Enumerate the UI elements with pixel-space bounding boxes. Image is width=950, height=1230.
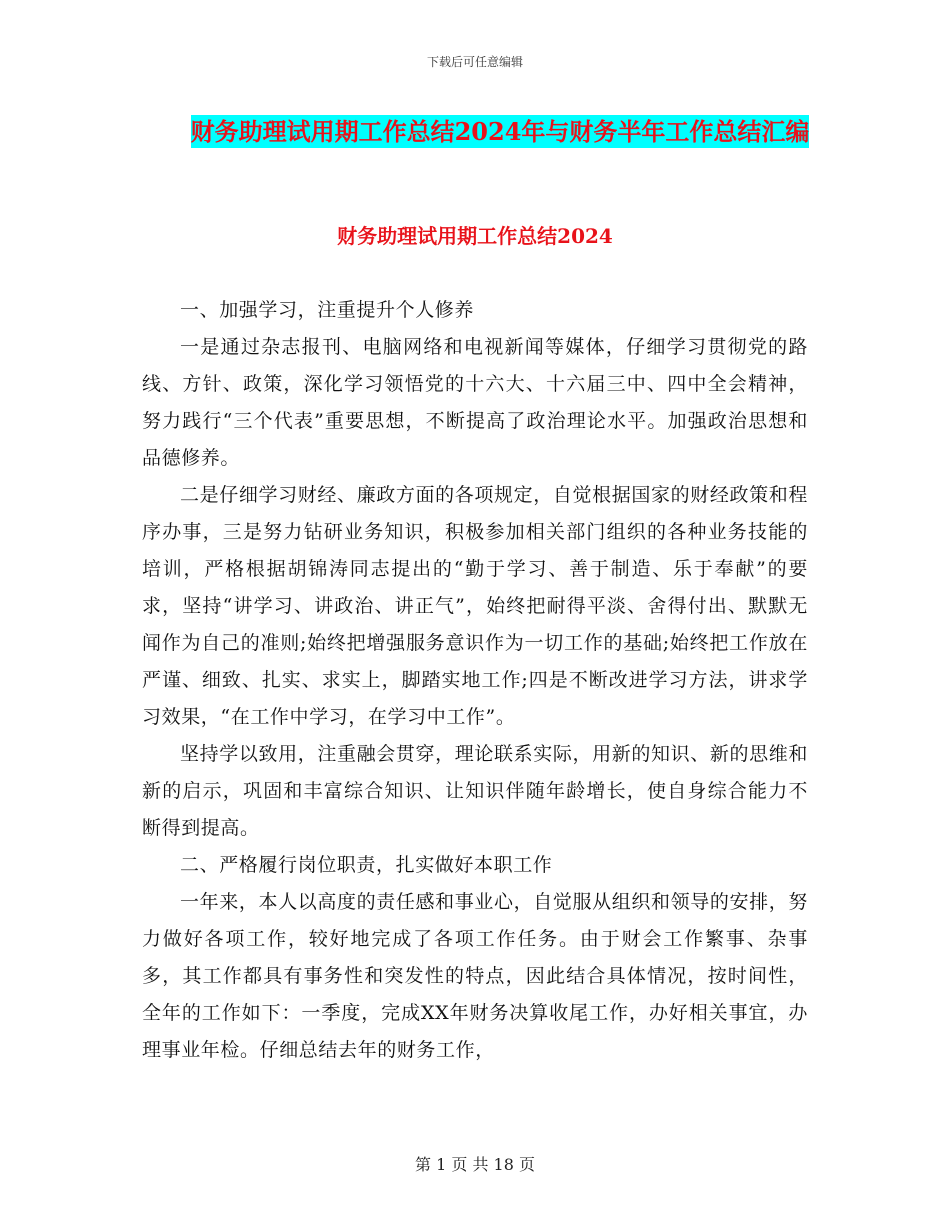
section-title: 财务助理试用期工作总结2024: [337, 224, 613, 248]
page-number: 第 1 页 共 18 页: [415, 1155, 535, 1174]
paragraph-apply-learning: 坚持学以致用，注重融会贯穿，理论联系实际，用新的知识、新的思维和新的启示，巩固和丰富综合知识、让知识伴随年龄增长，使自身综合能力不断得到提高。: [142, 743, 808, 839]
paragraph-study-first: 一是通过杂志报刊、电脑网络和电视新闻等媒体，仔细学习贯彻党的路线、方针、政策，深化学习领悟党的十六大、十六届三中、四中全会精神，努力践行“三个代表”重要思想，不断提高了政治理论水平。加强政治思想和品德修养。: [142, 336, 808, 469]
paragraph-year-work: 一年来，本人以高度的责任感和事业心，自觉服从组织和领导的安排，努力做好各项工作，较好地完成了各项工作任务。由于财会工作繁事、杂事多，其工作都具有事务性和突发性的特点，因此结合具体情况，按时间性，全年的工作如下：一季度，完成XX年财务决算收尾工作，办好相关事宜，办理事业年检。仔细总结去年的财务工作，: [142, 891, 808, 1061]
document-body: [142, 292, 808, 1069]
document-title: [185, 108, 815, 156]
paragraph-study-second: 二是仔细学习财经、廉政方面的各项规定，自觉根据国家的财经政策和程序办事，三是努力钻研业务知识，积极参加相关部门组织的各种业务技能的培训，严格根据胡锦涛同志提出的“勤于学习、善于制造、乐于奉献”的要求，坚持“讲学习、讲政治、讲正气”，始终把耐得平淡、舍得付出、默默无闻作为自己的准则;始终把增强服务意识作为一切工作的基础;始终把工作放在严谨、细致、扎实、求实上，脚踏实地工作;四是不断改进学习方法，讲求学习效果，“在工作中学习，在学习中工作”。: [142, 484, 808, 728]
heading-2-duties: 二、严格履行岗位职责，扎实做好本职工作: [180, 854, 553, 876]
page-header-note: 下载后可任意编辑: [426, 55, 523, 69]
document-title-text: 财务助理试用期工作总结2024年与财务半年工作总结汇编: [190, 117, 810, 146]
heading-1-study: 一、加强学习，注重提升个人修养: [180, 299, 475, 321]
